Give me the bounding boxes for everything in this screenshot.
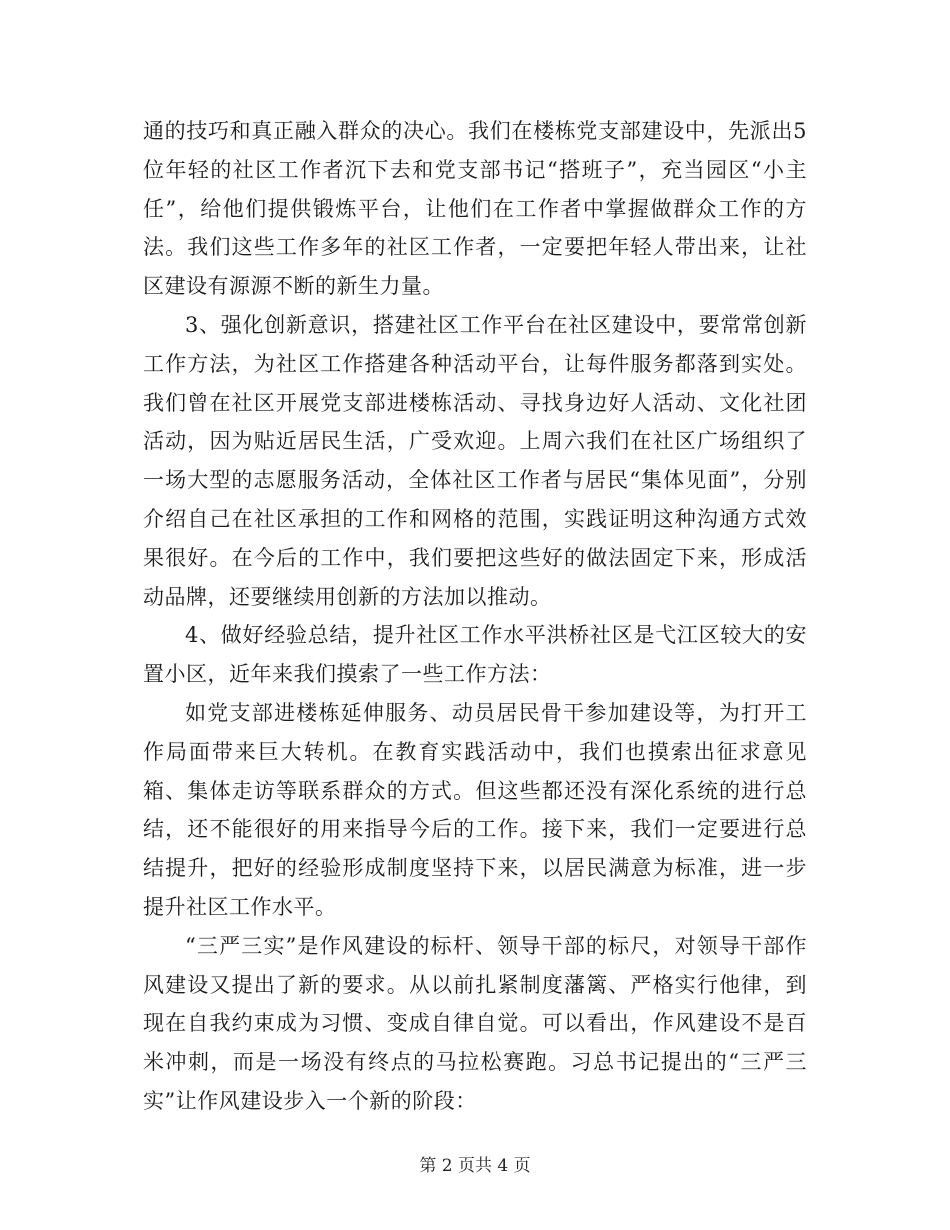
page-footer: 第 2 页共 4 页: [419, 1156, 531, 1176]
document-body: [143, 112, 807, 1121]
paragraph-continuation: 通的技巧和真正融入群众的决心。我们在楼栋党支部建设中，先派出5位年轻的社区工作者沉下去和党支部书记“搭班子”，充当园区“小主任”，给他们提供锻炼平台，让他们在工作者中掌握做群众工作的方法。我们这些工作多年的社区工作者，一定要把年轻人带出来，让社区建设有源源不断的新生力量。: [143, 119, 807, 299]
paragraph-section-3: 3、强化创新意识，搭建社区工作平台在社区建设中，要常常创新工作方法，为社区工作搭建各种活动平台，让每件服务都落到实处。我们曾在社区开展党支部进楼栋活动、寻找身边好人活动、文化社团活动，因为贴近居民生活，广受欢迎。上周六我们在社区广场组织了一场大型的志愿服务活动，全体社区工作者与居民“集体见面”，分别介绍自己在社区承担的工作和网格的范围，实践证明这种沟通方式效果很好。在今后的工作中，我们要把这些好的做法固定下来，形成活动品牌，还要继续用创新的方法加以推动。: [143, 312, 807, 609]
paragraph-section-4: 4、做好经验总结，提升社区工作水平洪桥社区是弋江区较大的安置小区，近年来我们摸索了一些工作方法：: [143, 623, 807, 687]
paragraph-examples: 如党支部进楼栋延伸服务、动员居民骨干参加建设等，为打开工作局面带来巨大转机。在教育实践活动中，我们也摸索出征求意见箱、集体走访等联系群众的方式。但这些都还没有深化系统的进行总结，还不能很好的用来指导今后的工作。接下来，我们一定要进行总结提升，把好的经验形成制度坚持下来，以居民满意为标准，进一步提升社区工作水平。: [143, 700, 807, 919]
paragraph-three-stricts: “三严三实”是作风建设的标杆、领导干部的标尺，对领导干部作风建设又提出了新的要求。从以前扎紧制度藩篱、严格实行他律，到现在自我约束成为习惯、变成自律自觉。可以看出，作风建设不是百米冲刺，而是一场没有终点的马拉松赛跑。习总书记提出的“三严三实”让作风建设步入一个新的阶段：: [143, 933, 807, 1113]
